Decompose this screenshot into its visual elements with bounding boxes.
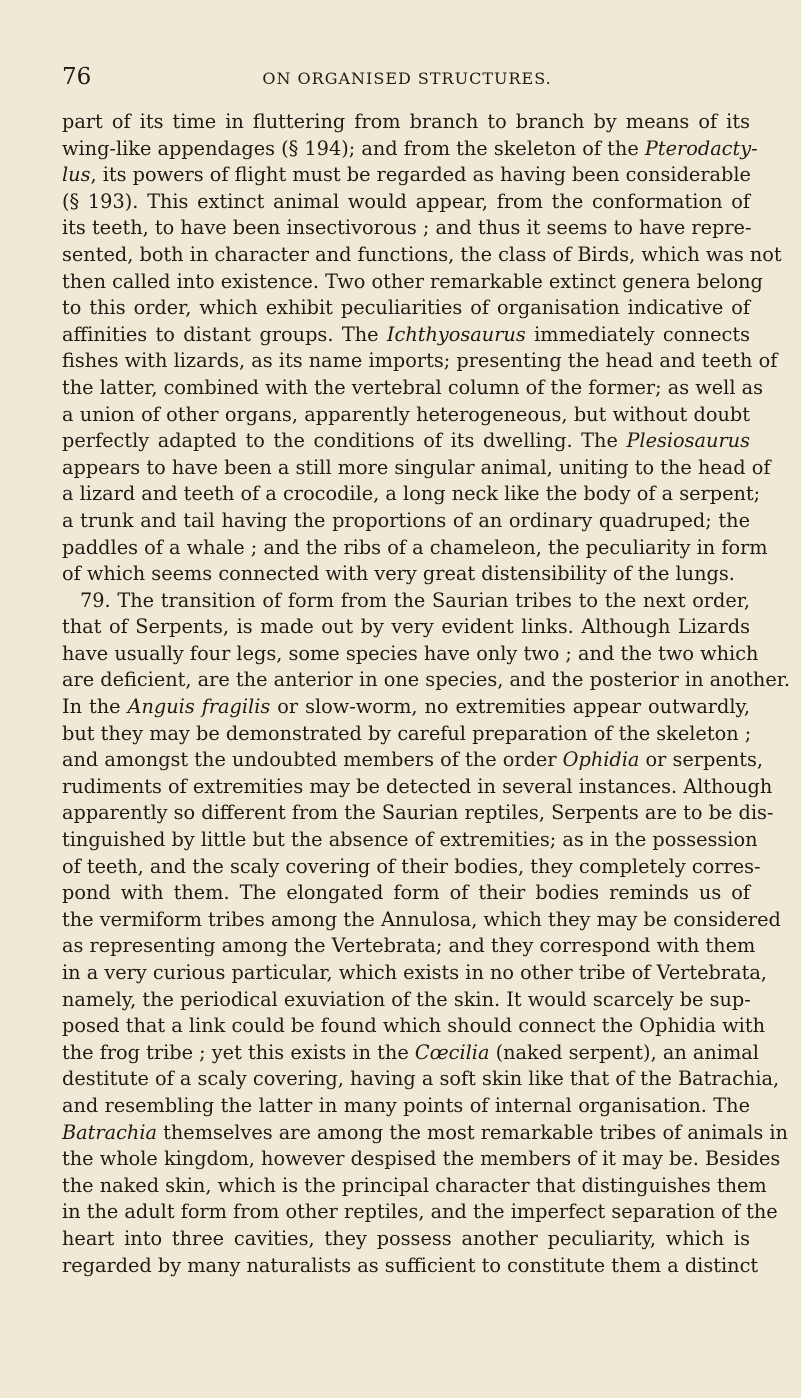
text-run: rudiments of extremities may be detected in several instances. Although <box>62 774 773 798</box>
text-line <box>62 162 750 189</box>
text-line <box>62 375 764 402</box>
text-run: and resembling the latter in many points of internal organisation. The <box>62 1093 750 1117</box>
text-run: apparently so different from the Saurian reptiles, Serpents are to be dis- <box>62 801 774 825</box>
text-run: the vermiform tribes among the Annulosa, which they may be considered <box>62 907 781 931</box>
text-line <box>62 1253 759 1280</box>
text-run: pond with them. The elongated form of their bodies reminds us of <box>62 881 750 905</box>
text-run: the naked skin, which is the principal character that distinguishes them <box>62 1173 767 1197</box>
italic-term: Ophidia <box>562 748 640 772</box>
text-line <box>62 614 750 641</box>
text-run: a lizard and teeth of a crocodile, a long neck like the body of a serpent; <box>62 482 761 506</box>
text-line <box>62 1066 780 1093</box>
text-line <box>62 402 750 429</box>
text-run: to this order, which exhibit peculiarities of organisation indicative of <box>62 296 750 320</box>
text-line <box>62 295 750 322</box>
text-line <box>62 242 782 269</box>
italic-term: Anguis fragilis <box>127 695 271 719</box>
text-run: regarded by many naturalists as sufficient to constitute them a distinct <box>62 1253 759 1277</box>
text-run: In the <box>62 695 128 719</box>
text-run: tinguished by little but the absence of extremities; as in the possession <box>62 828 758 852</box>
text-line <box>62 481 761 508</box>
page-header <box>62 62 752 102</box>
italic-term: Cœcilia <box>414 1040 490 1064</box>
text-run: a trunk and tail having the proportions of an ordinary quadruped; the <box>62 508 750 532</box>
text-run: in a very curious particular, which exists in no other tribe of Vertebrata, <box>62 961 767 984</box>
text-line <box>62 774 773 801</box>
text-line <box>62 880 750 907</box>
text-line <box>62 1199 778 1226</box>
text-line <box>62 667 790 694</box>
text-run: themselves are among the most remarkable tribes of animals in <box>157 1120 788 1144</box>
text-run: perfectly adapted to the conditions of its dwelling. The <box>62 429 627 453</box>
italic-term: Ichthyosaurus <box>386 322 526 346</box>
text-run: a union of other organs, apparently heterogeneous, but without doubt <box>62 402 750 426</box>
italic-term: lus <box>62 163 91 187</box>
text-line <box>62 1093 750 1120</box>
text-line <box>62 535 768 562</box>
text-line <box>62 428 750 455</box>
text-line <box>62 907 781 934</box>
text-line <box>62 508 750 535</box>
text-run: or slow-worm, no extremities appear outwardly, <box>270 695 750 719</box>
text-line <box>62 136 758 163</box>
text-run: affinities to distant groups. The <box>62 322 387 346</box>
body-text <box>62 109 790 1279</box>
text-line <box>62 1120 788 1147</box>
text-line <box>62 1146 781 1173</box>
text-line <box>62 933 756 960</box>
text-line <box>62 348 778 375</box>
text-line <box>62 641 759 668</box>
text-line <box>62 269 763 296</box>
text-run: sented, both in character and functions, the class of Birds, which was not <box>62 242 782 266</box>
italic-term: Pterodacty- <box>644 136 758 160</box>
text-run: and amongst the undoubted members of the order <box>62 748 563 772</box>
text-run: the frog tribe ; yet this exists in the <box>62 1040 415 1064</box>
text-run: wing-like appendages (§ 194); and from the skeleton of the <box>62 136 645 160</box>
text-line <box>62 694 750 721</box>
text-run: its teeth, to have been insectivorous ; and thus it seems to have repre- <box>62 216 752 240</box>
text-run: namely, the periodical exuviation of the skin. It would scarcely be sup- <box>62 987 751 1011</box>
text-line <box>62 747 763 774</box>
text-run: destitute of a scaly covering, having a soft skin like that of the Batrachia, <box>62 1067 780 1091</box>
text-run: are deficient, are the anterior in one species, and the posterior in another. <box>62 668 790 692</box>
italic-term: Plesiosaurus <box>626 429 750 453</box>
text-line <box>62 561 750 588</box>
text-run: (naked serpent), an animal <box>489 1040 759 1064</box>
text-run: appears to have been a still more singular animal, uniting to the head of <box>62 455 771 479</box>
text-line <box>62 854 761 881</box>
text-line <box>62 721 750 748</box>
text-run: heart into three cavities, they possess another peculiarity, which is <box>62 1226 750 1250</box>
text-run: then called into existence. Two other remarkable extinct genera belong <box>62 269 763 293</box>
text-line <box>62 1173 767 1200</box>
text-run: immediately connects <box>525 322 750 346</box>
text-run: that of Serpents, is made out by very evident links. Although Lizards <box>62 615 750 639</box>
text-run: fishes with lizards, as its name imports; presenting the head and teeth of <box>62 349 778 373</box>
text-run: or serpents, <box>639 748 763 772</box>
text-line <box>62 215 750 242</box>
text-run: as representing among the Vertebrata; and they correspond with them <box>62 934 756 958</box>
text-run: part of its time in fluttering from branch to branch by means of its <box>62 110 750 133</box>
text-line <box>62 455 771 482</box>
text-run: , its powers of flight must be regarded as having been considerable <box>90 163 751 187</box>
text-run: 79. The transition of form from the Saurian tribes to the next order, <box>80 588 750 612</box>
text-line <box>62 987 750 1014</box>
running-head: ON ORGANISED STRUCTURES. <box>262 69 552 88</box>
text-run: the latter, combined with the vertebral column of the former; as well as <box>62 375 764 399</box>
text-run: but they may be demonstrated by careful preparation of the skeleton ; <box>62 721 752 745</box>
text-run: (§ 193). This extinct animal would appear, from the conformation of <box>62 189 750 213</box>
text-line <box>62 322 750 349</box>
text-line <box>62 189 750 216</box>
text-run: the whole kingdom, however despised the members of it may be. Besides <box>62 1147 781 1171</box>
text-line <box>62 1040 759 1067</box>
page-number: 76 <box>62 64 92 90</box>
text-line <box>62 827 758 854</box>
text-line <box>62 1013 766 1040</box>
text-line <box>62 1226 750 1253</box>
text-line <box>62 109 750 136</box>
text-run: posed that a link could be found which should connect the Ophidia with <box>62 1014 766 1038</box>
italic-term: Batrachia <box>62 1120 158 1144</box>
text-line <box>62 960 767 987</box>
text-run: of which seems connected with very great distensibility of the lungs. <box>62 562 735 586</box>
text-line <box>62 588 750 615</box>
text-run: in the adult form from other reptiles, and the imperfect separation of the <box>62 1200 778 1224</box>
text-run: have usually four legs, some species have only two ; and the two which <box>62 641 759 665</box>
text-line <box>62 800 774 827</box>
text-run: of teeth, and the scaly covering of their bodies, they completely corres- <box>62 854 761 878</box>
text-run: paddles of a whale ; and the ribs of a chameleon, the peculiarity in form <box>62 535 768 559</box>
